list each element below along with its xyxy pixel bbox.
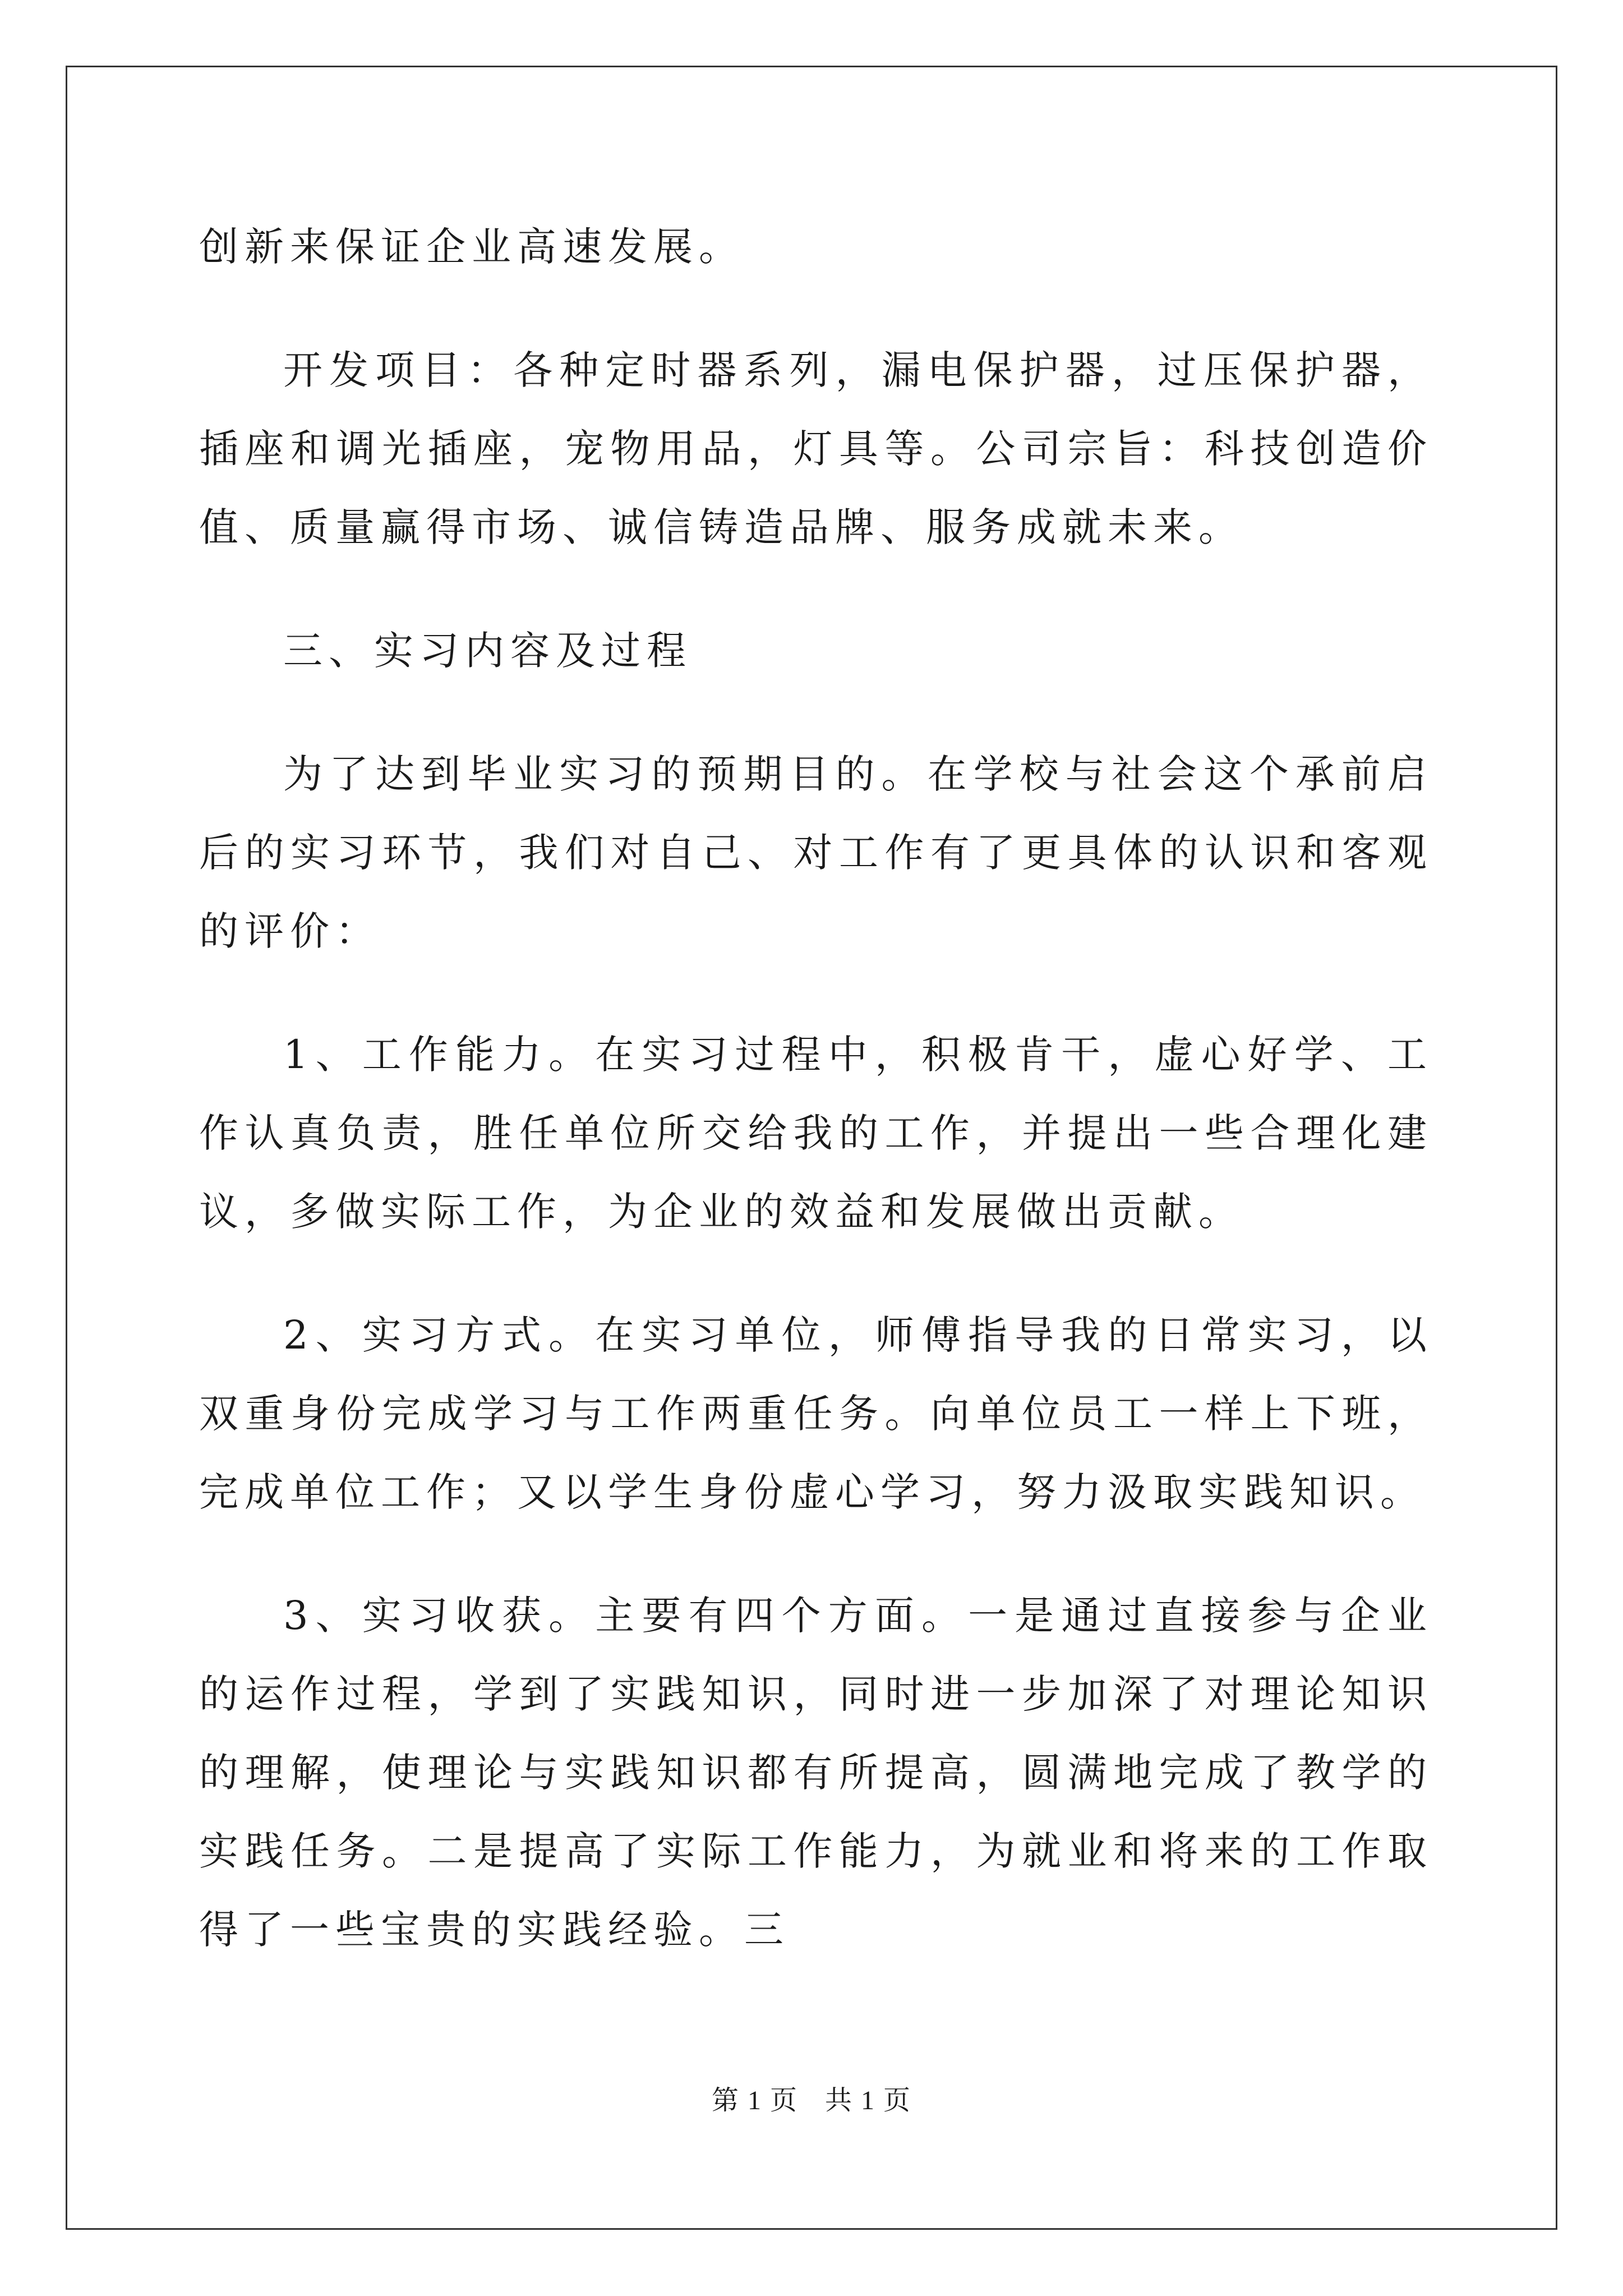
page-number: 第 1 页: [711, 2086, 798, 2115]
page-total: 共 1 页: [825, 2086, 912, 2115]
paragraph-6: 2、实习方式。在实习单位，师傅指导我的日常实习，以双重身份完成学习与工作两重任务。向单位员工一样上下班，完成单位工作；又以学生身份虚心学习，努力汲取实践知识。: [199, 1312, 1433, 1515]
paragraph-4: 为了达到毕业实习的预期目的。在学校与社会这个承前启后的实习环节，我们对自己、对工作有了更具体的认识和客观的评价：: [199, 751, 1433, 954]
paragraph-2: 开发项目：各种定时器系列，漏电保护器，过压保护器，插座和调光插座，宠物用品，灯具等。公司宗旨：科技创造价值、质量赢得市场、诚信铸造品牌、服务成就未来。: [199, 347, 1433, 550]
paragraph-1: 创新来保证企业高速发展。: [199, 224, 744, 270]
page-footer: [0, 2078, 1623, 2117]
paragraph-3-heading: 三、实习内容及过程: [283, 628, 692, 674]
paragraph-7: 3、实习收获。主要有四个方面。一是通过直接参与企业的运作过程，学到了实践知识，同时进一步加深了对理论知识的理解，使理论与实践知识都有所提高，圆满地完成了教学的实践任务。二是提高了实际工作能力，为就业和将来的工作取得了一些宝贵的实践经验。三: [199, 1593, 1433, 1953]
document-body: [199, 208, 1433, 1969]
paragraph-5: 1、工作能力。在实习过程中，积极肯干，虚心好学、工作认真负责，胜任单位所交给我的工作，并提出一些合理化建议，多做实际工作，为企业的效益和发展做出贡献。: [199, 1032, 1433, 1235]
